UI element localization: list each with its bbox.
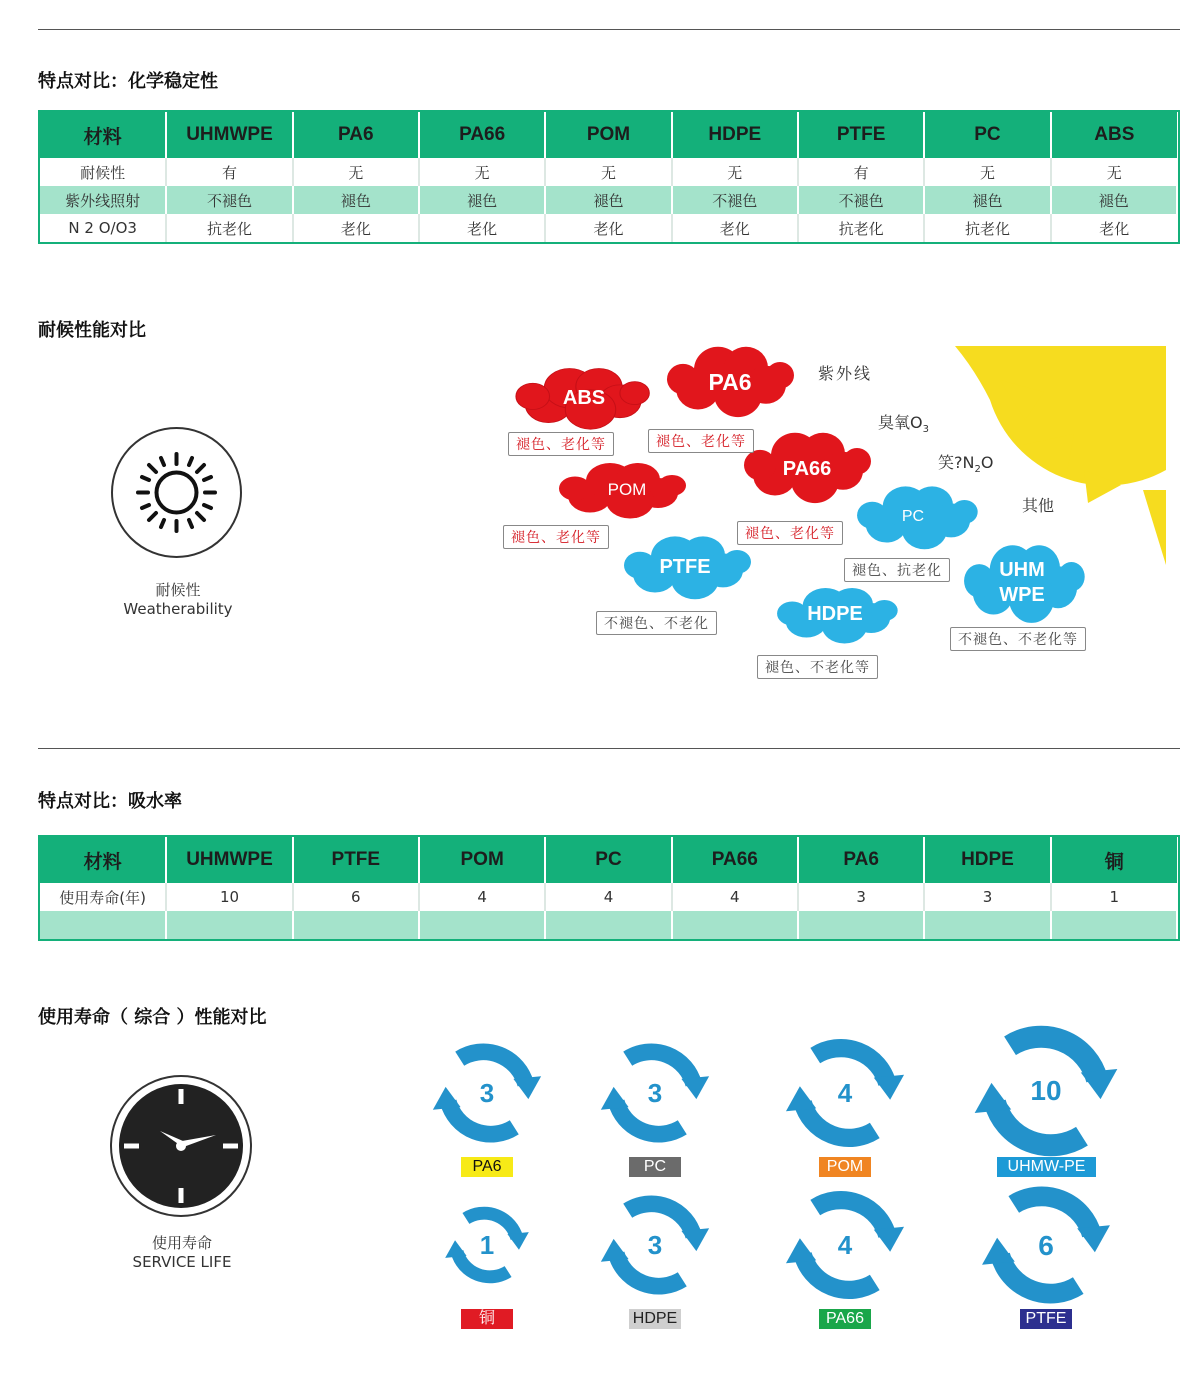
cloud-label-pom: 褪色、老化等 xyxy=(503,525,609,549)
cloud-label-ptfe: 不褪色、不老化 xyxy=(596,611,717,635)
table-cell: 老化 xyxy=(672,214,798,242)
table-cell: 老化 xyxy=(293,214,419,242)
table-cell: 褪色 xyxy=(924,186,1050,214)
table-cell: 不褪色 xyxy=(672,186,798,214)
cloud-label-pa6: 褪色、老化等 xyxy=(648,429,754,453)
cycle-value: 3 xyxy=(479,1078,495,1108)
header-cell: PTFE xyxy=(798,112,924,158)
cycle-label-pom: POM xyxy=(819,1157,871,1177)
table-cell: 无 xyxy=(672,158,798,186)
ozone-label: 臭氧$O_3$ xyxy=(878,413,929,436)
cycle-value: 1 xyxy=(479,1230,495,1260)
table-cell: 抗老化 xyxy=(924,214,1050,242)
cloud-name-uhmwpe: UHM WPE xyxy=(999,559,1045,606)
table-cell: 褪色 xyxy=(1051,186,1177,214)
table-cell: 抗老化 xyxy=(166,214,292,242)
cycle-label-pc: PC xyxy=(629,1157,681,1177)
cycle-value: 3 xyxy=(647,1078,663,1108)
section-title-water-absorption: 特点对比：吸水率 xyxy=(38,791,182,812)
table-cell: 4 xyxy=(672,883,798,911)
uv-label: 紫外线 xyxy=(818,364,873,383)
table-cell: 老化 xyxy=(545,214,671,242)
table-cell: 无 xyxy=(924,158,1050,186)
table-cell: 有 xyxy=(798,158,924,186)
cycle-label-ptfe: PTFE xyxy=(1020,1309,1072,1329)
section-title-weatherability: 耐候性能对比 xyxy=(38,320,146,341)
table-cell: 使用寿命(年) xyxy=(40,883,166,911)
header-cell: POM xyxy=(545,112,671,158)
table-cell: 1 xyxy=(1051,883,1177,911)
cloud-name-pom: POM xyxy=(607,480,647,499)
table-cell: 4 xyxy=(545,883,671,911)
header-cell: ABS xyxy=(1051,112,1177,158)
cloud-name-abs: ABS xyxy=(562,387,606,409)
table-cell: 老化 xyxy=(1051,214,1177,242)
table-cell: 无 xyxy=(293,158,419,186)
header-cell: 铜 xyxy=(1051,837,1177,883)
cycle-value: 4 xyxy=(837,1078,853,1108)
section-title-chemical-stability: 特点对比：化学稳定性 xyxy=(38,71,218,92)
table-cell: 无 xyxy=(1051,158,1177,186)
cloud-label-abs: 褪色、老化等 xyxy=(508,432,614,456)
cycle-label-pa66: PA66 xyxy=(819,1309,871,1329)
section-title-service-life: 使用寿命（ 综合 ）性能对比 xyxy=(38,1007,267,1028)
cloud-name-pa66: PA66 xyxy=(782,458,832,480)
cloud-label-pa66: 褪色、老化等 xyxy=(737,521,843,545)
cloud-name-pc: PC xyxy=(901,508,925,525)
header-cell: HDPE xyxy=(672,112,798,158)
cloud-name-pa6: PA6 xyxy=(708,369,752,395)
table-cell: 无 xyxy=(545,158,671,186)
header-cell: PA66 xyxy=(672,837,798,883)
table-cell: 褪色 xyxy=(293,186,419,214)
header-cell: POM xyxy=(419,837,545,883)
caption-en: Weatherability xyxy=(123,600,233,618)
cloud-label-pc: 褪色、抗老化 xyxy=(844,558,950,582)
table-cell: 10 xyxy=(166,883,292,911)
table-cell: 不褪色 xyxy=(166,186,292,214)
header-cell: PA6 xyxy=(293,112,419,158)
other-label: 其他 xyxy=(1022,496,1055,515)
table-cell: 褪色 xyxy=(419,186,545,214)
header-cell: PA66 xyxy=(419,112,545,158)
header-cell: PC xyxy=(924,112,1050,158)
table-cell: 3 xyxy=(798,883,924,911)
caption-cn: 使用寿命 xyxy=(151,1234,212,1252)
cloud-label-hdpe: 褪色、不老化等 xyxy=(757,655,878,679)
cycle-label-uhmwpe: UHMW-PE xyxy=(997,1157,1096,1177)
table-cell: 3 xyxy=(924,883,1050,911)
table-cell: 紫外线照射 xyxy=(40,186,166,214)
header-cell: PC xyxy=(545,837,671,883)
caption-cn: 耐候性 xyxy=(155,581,201,599)
cycle-label-pa6: PA6 xyxy=(461,1157,513,1177)
header-cell: 材料 xyxy=(40,112,166,158)
table-cell: 4 xyxy=(419,883,545,911)
cycle-label-hdpe: HDPE xyxy=(629,1309,681,1329)
cycle-value: 6 xyxy=(1038,1230,1054,1261)
header-cell: UHMWPE xyxy=(166,837,292,883)
cloud-name-hdpe: HDPE xyxy=(807,603,863,625)
cloud-name-ptfe: PTFE xyxy=(659,556,711,578)
table-cell: 有 xyxy=(166,158,292,186)
cycle-value: 10 xyxy=(1030,1075,1062,1106)
table-cell: 抗老化 xyxy=(798,214,924,242)
header-cell: UHMWPE xyxy=(166,112,292,158)
table-cell: 褪色 xyxy=(545,186,671,214)
table-cell: 6 xyxy=(293,883,419,911)
cycle-label-copper: 铜 xyxy=(461,1309,513,1329)
header-cell: 材料 xyxy=(40,837,166,883)
caption-en: SERVICE LIFE xyxy=(132,1253,232,1271)
table-cell: 耐候性 xyxy=(40,158,166,186)
n2o-label: 笑$?N_2O$ xyxy=(938,453,994,476)
header-cell: PA6 xyxy=(798,837,924,883)
cycle-value: 4 xyxy=(837,1230,853,1260)
table-cell: 无 xyxy=(419,158,545,186)
table-cell: 不褪色 xyxy=(798,186,924,214)
cloud-label-uhmwpe: 不褪色、不老化等 xyxy=(950,627,1086,651)
table-cell: 老化 xyxy=(419,214,545,242)
header-cell: PTFE xyxy=(293,837,419,883)
table-cell: N 2 O/O3 xyxy=(40,214,166,242)
header-cell: HDPE xyxy=(924,837,1050,883)
cycle-value: 3 xyxy=(647,1230,663,1260)
